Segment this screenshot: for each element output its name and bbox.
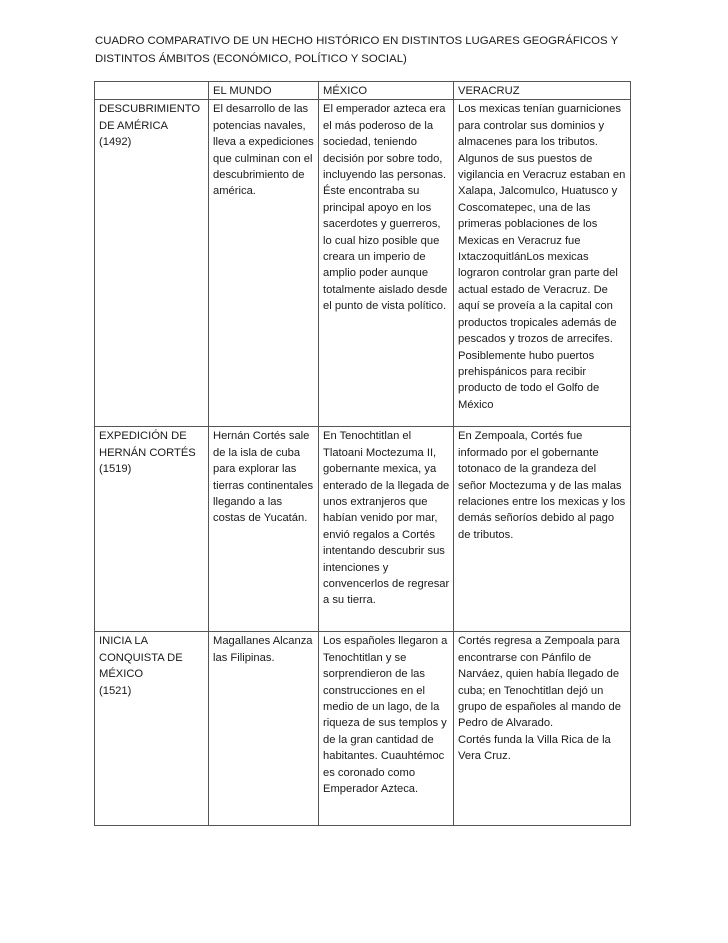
veracruz-paragraph: Los mexicas tenían guarniciones para controlar sus dominios y almacenes para los tributos. Algunos de sus puestos de vigilancia en Veracruz estaban en Xalapa, Jalcomulco, Huatusco y Coscomatepec, una de las primeras poblaciones de los Mexicas en Veracruz fue IxtaczoquitlánLos mexicas lograron controlar gran parte del actual estado de Veracruz. De aquí se proveía a la capital con productos tropicales además de pescados y trozos de arrecifes. Posiblemente hubo puertos prehispánicos para recibir producto de todo el Golfo de México — [458, 103, 626, 411]
header-mexico: MÉXICO — [319, 82, 454, 100]
event-cell — [95, 427, 209, 632]
mexico-cell: Los españoles llegaron a Tenochtitlan y se sorprendieron de las construcciones en el medio de un lago, de la riqueza de sus templos y de la gran cantidad de habitantes. Cuauhtémoc es coronado como Emperador Azteca. — [319, 632, 454, 826]
veracruz-cell — [454, 427, 631, 632]
title-line-2: DISTINTOS ÁMBITOS (ECONÓMICO, POLÍTICO Y SOCIAL) — [95, 53, 407, 65]
event-name: EXPEDICIÓN DE HERNÁN CORTÉS — [99, 430, 196, 459]
table-header-row — [95, 82, 631, 100]
header-el-mundo: EL MUNDO — [209, 82, 319, 100]
table-row — [95, 632, 631, 826]
header-empty — [95, 82, 209, 100]
table-row — [95, 427, 631, 632]
mundo-cell: Hernán Cortés sale de la isla de cuba para explorar las tierras continentales llegando a las costas de Yucatán. — [209, 427, 319, 632]
page-title — [95, 32, 635, 68]
event-cell — [95, 100, 209, 427]
mexico-cell: En Tenochtitlan el Tlatoani Moctezuma II, gobernante mexica, ya enterado de la llegada de unos extranjeros que habían venido por mar, envió regalos a Cortés intentando descubrir sus intenciones y convencerlos de regresar a su tierra. — [319, 427, 454, 632]
event-name: INICIA LA CONQUISTA DE MÉXICO — [99, 635, 183, 681]
header-veracruz: VERACRUZ — [454, 82, 631, 100]
veracruz-paragraph: Cortés regresa a Zempoala para encontrarse con Pánfilo de Narváez, quien había llegado de cuba; en Tenochtitlan dejó un grupo de españoles al mando de Pedro de Alvarado. — [458, 635, 621, 730]
event-name: DESCUBRIMIENTO DE AMÉRICA — [99, 103, 201, 132]
mundo-cell: Magallanes Alcanza las Filipinas. — [209, 632, 319, 826]
mexico-cell: El emperador azteca era el más poderoso de la sociedad, teniendo decisión por sobre todo, incluyendo las personas. Éste encontraba su principal apoyo en los sacerdotes y guerreros, lo cual hizo posible que creara un imperio de amplio poder aunque totalmente aislado desde el punto de vista político. — [319, 100, 454, 427]
event-year: (1492) — [99, 136, 132, 149]
comparison-table — [94, 81, 631, 826]
table-row — [95, 100, 631, 427]
event-year: (1521) — [99, 684, 132, 697]
event-cell — [95, 632, 209, 826]
veracruz-paragraph: Cortés funda la Villa Rica de la Vera Cruz. — [458, 733, 611, 763]
event-year: (1519) — [99, 463, 132, 476]
veracruz-paragraph: En Zempoala, Cortés fue informado por el gobernante totonaco de la grandeza del señor Moctezuma y de las malas relaciones entre los mexicas y los demás señoríos debido al pago de tributos. — [458, 430, 626, 541]
veracruz-cell — [454, 632, 631, 826]
mundo-cell: El desarrollo de las potencias navales, lleva a expediciones que culminan con el descubrimiento de américa. — [209, 100, 319, 427]
veracruz-cell — [454, 100, 631, 427]
title-line-1: CUADRO COMPARATIVO DE UN HECHO HISTÓRICO EN DISTINTOS LUGARES GEOGRÁFICOS Y — [95, 35, 619, 47]
